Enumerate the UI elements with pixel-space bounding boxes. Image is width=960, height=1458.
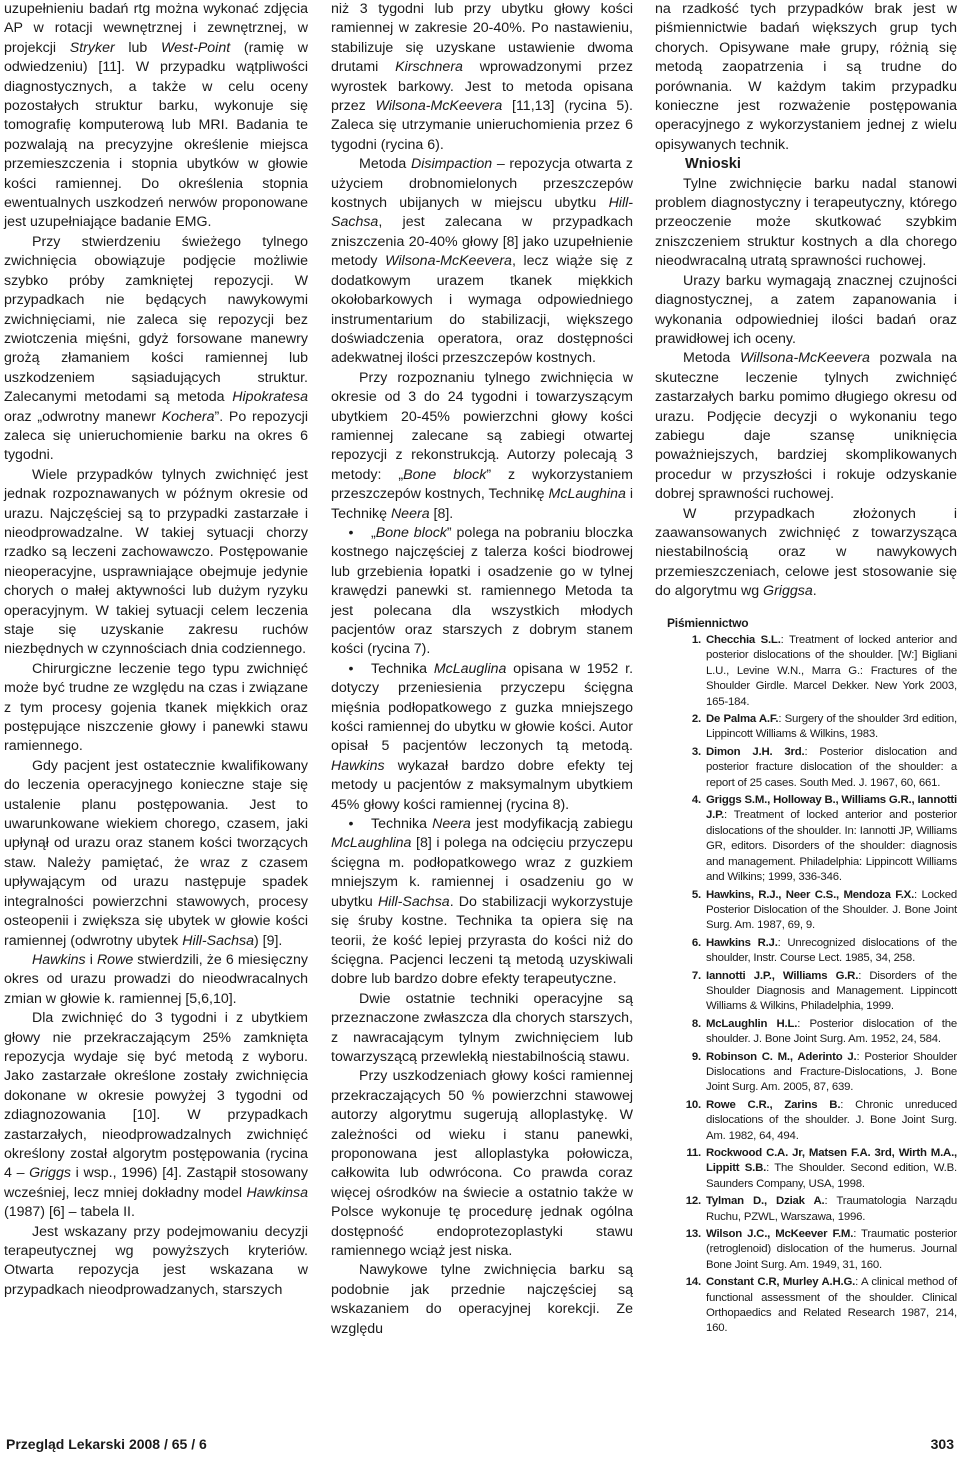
body-paragraph: Chirurgiczne leczenie tego typu zwichnięć może być trudne ze względu na czas i związane z tym procesy gojenia tkanek miękkich oraz postępujące niszczenie głowy i panewki stawu ramiennego.	[4, 660, 308, 755]
body-paragraph: Jest wskazany przy podejmowaniu decyzji terapeutycznej wg powyższych kryteriów. Otwarta repozycja jest wskazana w przypadkach nieodprowadzanych, starszych	[4, 1223, 308, 1298]
footer-page-number: 303	[930, 1436, 954, 1452]
reference-text: Wilson J.C., McKeever F.M.: Traumatic posterior (retroglenoid) dislocation of the humerus. Journal Bone Joint Surg. Am. 1949, 31, 160.	[706, 1228, 957, 1271]
reference-text: De Palma A.F.: Surgery of the shoulder 3rd edition, Lippincott Williams & Wilkins, 1983.	[706, 713, 957, 741]
reference-text: Checchia S.L.: Treatment of locked anterior and posterior dislocations of the shoulder. [W:] Bigliani L.U., Levine W.N., Marra G.: Fractures of the Shoulder Girdle. Marcel Dekker. New York 2003, 165-184.	[706, 634, 957, 708]
reference-text: Constant C.R, Murley A.H.G.: A clinical method of functional assessment of the shoulder. Clinical Orthopaedics and Related Research 1987, 214, 160.	[706, 1276, 957, 1335]
reference-text: Griggs S.M., Holloway B., Williams G.R., Iannotti J.P.: Treatment of locked anterior and posterior dislocations of the shoulder. In: Iannotti JP, Williams GR, editors. Disorders of the shoulder: diagnosis and management. Philadelphia: Lippincott Williams and Wilkins; 1999, 336-346.	[706, 794, 957, 884]
reference-number: 4.	[691, 794, 701, 807]
reference-text: McLaughlin H.L.: Posterior dislocation of the shoulder. J. Bone Joint Surg. Am. 1952, 24, 584.	[706, 1017, 957, 1046]
conclusion-paragraph: Urazy barku wymagają znacznej czujności diagnostycznej, a zatem zapanowania i wykonania odpowiedniej ilości badań oraz prawidłowej ich oceny.	[655, 272, 957, 347]
conclusion-paragraph: W przypadkach złożonych i zaawansowanych zwichnięć z towarzysząca niestabilnością oraz w nawykowych przemieszczeniach, celowe jest stosowanie się do algorytmu wg Griggsa.	[655, 505, 957, 600]
reference-number: 14.	[685, 1276, 701, 1289]
column-3-text	[655, 0, 957, 155]
reference-item	[655, 1227, 957, 1273]
reference-item	[655, 793, 957, 885]
reference-number: 5.	[691, 888, 701, 901]
reference-item	[655, 1194, 957, 1225]
conclusions-text	[655, 175, 957, 602]
body-paragraph: na rzadkość tych przypadków brak jest w piśmiennictwie badań większych grup tych chorych. Opisywane małe grupy, różnią się metodą zaopatrzenia i są trudne do porównania. W każdym takim przypadku konieczne jest rozważenie postępowania operacyjnego z wykorzystaniem jednej z wielu opisywanych technik.	[655, 1, 957, 153]
conclusion-paragraph: Tylne zwichnięcie barku nadal stanowi problem diagnostyczny i terapeutyczny, którego przeoczenie może skutkować szybkim zniszczeniem struktur kostnych a dla chorego nieodwracalną utratą sprawności ruchowej.	[655, 175, 957, 270]
body-paragraph: Wiele przypadków tylnych zwichnięć jest jednak rozpoznawanych w późnym okresie od urazu. Najczęściej są to przypadki zastarzałe i nieodprowadzalne. W takiej sytuacji chorzy rzadko są leczeni zachowawczo. Postępowanie nieoperacyjne, usprawniające obejmuje jedynie chorych o małej aktywności lub dużym ryzyku operacyjnym. W takiej sytuacji celem leczenia staje się uzyskanie zakresu ruchów niezbędnych w czynnościach dnia codziennego.	[4, 466, 308, 658]
reference-number: 8.	[691, 1017, 701, 1030]
column-1	[4, 0, 308, 1300]
reference-item	[655, 633, 957, 710]
body-paragraph: Dwie ostatnie techniki operacyjne są przeznaczone zwłaszcza dla chorych starszych, z nawracającym tylnym zwichnięciem lub towarzyszącą przewlekłą niestabilnością stawu.	[331, 990, 633, 1065]
reference-text: Dimon J.H. 3rd.: Posterior dislocation and posterior fracture dislocation of the shoulder: a report of 25 cases. South Med. J. 1967, 60, 661.	[706, 745, 958, 789]
body-paragraph: Nawykowe tylne zwichnięcia barku są podobnie jak przednie najczęściej są wskazaniem do operacyjnej korekcji. Ze względu	[331, 1262, 633, 1337]
body-paragraph: Hawkins i Rowe stwierdzili, że 6 miesięczny okres od urazu prowadzi do nieodwracalnych zmian w głowie k. ramiennej [5,6,10].	[4, 951, 308, 1007]
reference-text: Hawkins, R.J., Neer C.S., Mendoza F.X.: Locked Posterior Dislocation of the Shoulder. J. Bone Joint Surg. Am. 1987, 69, 9.	[706, 888, 957, 932]
references-heading: Piśmiennictwo	[667, 615, 749, 630]
reference-item	[655, 1146, 957, 1192]
reference-text: Tylman D., Dziak A.: Traumatologia Narządu Ruchu, PZWL, Warszawa, 1996.	[706, 1195, 957, 1223]
reference-number: 13.	[685, 1228, 701, 1241]
reference-text: Rowe C.R., Zarins B.: Chronic unreduced dislocations of the shoulder. J. Bone Joint Surg. Am. 1982, 64, 494.	[706, 1098, 957, 1142]
body-paragraph: • „Bone block” polega na pobraniu bloczka kostnego najczęściej z talerza kości biodrowej lub grzebienia łopatki i osadzenie go w tylnej krawędzi panewki st. ramiennego Metoda ta jest polecana dla wszystkich młodych pacjentów oraz starszych z dobrym stanem kości (rycina 7).	[331, 524, 633, 660]
reference-number: 3.	[691, 745, 701, 758]
reference-item	[655, 888, 957, 934]
conclusion-paragraph: Metoda Willsona-McKeevera pozwala na skuteczne leczenie tylnych zwichnięć zastarzałych barku pomimo długiego okresu od urazu. Podjęcie decyzji o wykonaniu tego zabiegu daje szansę uniknięcia poważniejszych, bardziej skomplikowanych procedur w przyszłości i rokuje odzyskanie dobrej sprawności ruchowej.	[655, 350, 958, 503]
body-paragraph: Gdy pacjent jest ostatecznie kwalifikowany do leczenia operacyjnego konieczne staje się ustalenie planu postępowania. Jest to uwarunkowane wiekiem chorego, czasem, jaki upłynął od urazu oraz stanem kości tworzących staw. Należy pamiętać, że wraz z czasem upływającym od urazu następuje spadek integralności powierzchni stawowych, procesy osteopenii i zwiększa się ubytek w głowie kości ramiennej (odwrotny ubytek Hill-Sachsa) [9].	[4, 757, 308, 949]
reference-item	[655, 1275, 957, 1337]
body-paragraph: Przy stwierdzeniu świeżego tylnego zwichnięcia obowiązuje podjęcie możliwie szybko próby zamkniętej repozycji. W przypadkach nie będących nawykowymi zwichnięciami, nie zaleca się repozycji bez zwiotczenia mięśni, gdyż forsowane manewry grożą złamaniem kości ramiennej lub uszkodzeniem sąsiadujących struktur. Zalecanymi metodami są metoda Hipokratesa oraz „odwrotny manewr Kochera”. Po repozycji zaleca się unieruchomienie barku na okres 6 tygodni.	[4, 233, 308, 464]
footer-journal: Przegląd Lekarski 2008 / 65 / 6	[6, 1436, 207, 1452]
reference-text: Robinson C. M., Aderinto J.: Posterior Shoulder Dislocations and Fracture-Dislocations, J. Bone Joint Surg. Am. 2005, 87, 639.	[706, 1050, 957, 1094]
reference-number: 9.	[691, 1050, 701, 1063]
conclusions-heading: Wnioski	[685, 156, 741, 173]
reference-item	[655, 1050, 957, 1096]
body-paragraph: niż 3 tygodni lub przy ubytku głowy kości ramiennej w zakresie 20-40%. Po nastawieniu, stabilizuje się uzyskane ustawienie dwoma drutami Kirschnera wprowadzonymi przez wyrostek barkowy. Jest to metoda opisana przez Wilsona-McKeevera [11,13] (rycina 5). Zaleca się utrzymanie unieruchomienia przez 6 tygodni (rycina 6).	[331, 1, 633, 153]
references-list	[655, 633, 957, 1337]
reference-text: Rockwood C.A. Jr, Matsen F.A. 3rd, Wirth M.A., Lippitt S.B.: The Shoulder. Second edition, W.B. Saunders Company, USA, 1998.	[706, 1147, 957, 1190]
reference-number: 1.	[691, 634, 701, 646]
reference-item	[655, 745, 957, 791]
body-paragraph: • Technika Neera jest modyfikacją zabiegu McLaughlina [8] i polega na odcięciu przyczepu ścięgna m. podłopatkowego wraz z guzkiem mniejszym k. ramiennej i osadzeniu go w ubytku Hill-Sachsa. Do stabilizacji wykorzystuje się śruby kostne. Technika ta opiera się na teorii, że kość lepiej przyrasta do kości niż do ścięgna. Pacjenci leczeni tą metodą uzyskiwali dobre lub bardzo dobre efekty terapeutyczne.	[331, 815, 633, 990]
references-section	[655, 616, 957, 1337]
body-paragraph: Przy uszkodzeniach głowy kości ramiennej przekraczających 50 % powierzchni stawowej autorzy algorytmu sugerują alloplastykę. W zależności od wieku i stanu panewki, proponowana jest alloplastyka połowicza, całkowita lub odwrócona. Co prawda coraz więcej ośrodków na świecie a ostatnio także w Polsce wykonuje tę procedurę jednak ogólna dostępność endoprotezoplastyki stawu ramiennego wciąż jest niska.	[331, 1068, 633, 1259]
reference-number: 10.	[685, 1098, 701, 1111]
column-2	[331, 0, 633, 1339]
reference-number: 2.	[691, 713, 701, 726]
body-paragraph: Metoda Disimpaction – repozycja otwarta z użyciem drobnomielonych przeszczepów kostnych ubijanych w miejscu ubytku Hill-Sachsa, jest zalecana w przypadkach zniszczenia 20-40% głowy [8] jako uzupełnienie metody Wilsona-McKeevera, lecz wiąże się z dodatkowym urazem tkanek miękkich okołobarkowych i wymaga odpowiedniego instrumentarium do stabilizacji, większego doświadczenia operatora, oraz dostępności adekwatnej ilości przeszczepów kostnych.	[331, 156, 633, 367]
reference-item	[655, 1017, 957, 1048]
column-3	[655, 0, 957, 1339]
reference-text: Iannotti J.P., Williams G.R.: Disorders of the Shoulder Diagnosis and Management. Lippincott Williams & Wilkins, Philadelphia, 1999.	[706, 969, 957, 1013]
body-paragraph: Dla zwichnięć do 3 tygodni i z ubytkiem głowy nie przekraczającym 25% zamknięta repozycja wydaje się być metodą z wyboru. Jako zastarzałe określone zostały zwichnięcia dokonane w okresie powyżej 3 tygodni od zdiagnozowania [10]. W przypadkach zastarzałych, nieodprowadzalnych zwichnięć określony został algorytm postępowania (rycina 4 – Griggs i wsp., 1996) [4]. Zastąpił stosowany wcześniej, lecz mniej dokładny model Hawkinsa (1987) [6] – tabela II.	[4, 1010, 308, 1221]
body-paragraph: • Technika McLauglina opisana w 1952 r. dotyczy przeniesienia przyczepu ścięgna mięśnia podłopatkowego z guzka mniejszego kości ramiennej do ubytku w głowie kości. Autor opisał 5 pacjentów leczonych tą metodą. Hawkins wykazał bardzo dobre efekty tej metody u pacjentów z maksymalnym ubytkiem 45% głowy kości ramiennej (rycina 8).	[331, 660, 633, 815]
reference-number: 11.	[686, 1147, 701, 1159]
reference-item	[655, 1098, 957, 1144]
reference-number: 12.	[685, 1195, 701, 1208]
reference-number: 7.	[691, 969, 701, 982]
reference-item	[655, 936, 957, 967]
reference-text: Hawkins R.J.: Unrecognized dislocations of the shoulder, Instr. Course Lect. 1985, 34, 258.	[706, 936, 957, 965]
body-paragraph: uzupełnieniu badań rtg można wykonać zdjęcia AP w rotacji wewnętrznej i zewnętrznej, w projekcji Stryker lub West-Point (ramię w odwiedzeniu) [11]. W przypadku wątpliwości diagnostycznych, a także w celu oceny pozostałych struktur barku, wykonuje się tomografię komputerową lub MRI. Badania te pozwalają na precyzyjne określenie miejsca przemieszczenia i stopnia ubytków w głowie kości ramiennej. Do określenia stopnia ewentualnych uszkodzeń nerwów proponowane jest uzupełniające badanie EMG.	[4, 1, 308, 231]
body-paragraph: Przy rozpoznaniu tylnego zwichnięcia w okresie od 3 do 24 tygodni i towarzyszącym ubytkiem 20-45% powierzchni głowy kości ramiennej zalecane są zabiegi otwartej repozycji z rekonstrukcją. Autorzy polecają 3 metody: „Bone block” z wykorzystaniem przeszczepów kostnych, Technikę McLaughina i Technikę Neera [8].	[331, 369, 634, 522]
reference-number: 6.	[691, 936, 701, 949]
reference-item	[655, 712, 957, 743]
reference-item	[655, 969, 957, 1015]
